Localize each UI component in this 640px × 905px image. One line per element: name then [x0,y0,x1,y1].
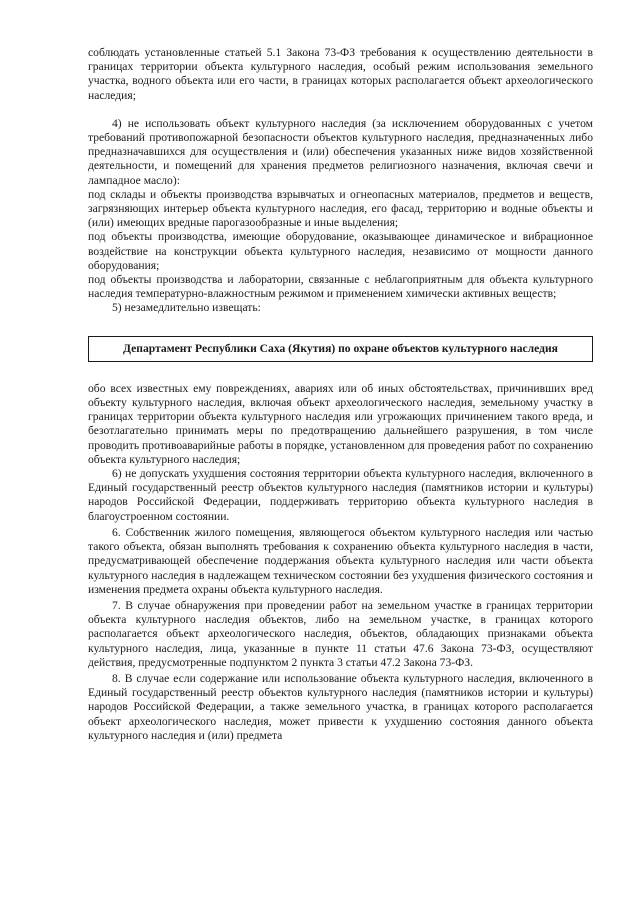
department-box: Департамент Республики Саха (Якутия) по охране объектов культурного наследия [88,336,593,362]
paragraph-special-regime: соблюдать установленные статьей 5.1 Закона 73-ФЗ требования к осуществлению деятельности в границах территории объекта культурного наследия, особый режим использования земельного участка, водного объекта или его части, в границах которых располагается объект археологического наследия; [88,46,593,102]
paragraph-section-7: 7. В случае обнаружения при проведении работ на земельном участке в границах территории объекта культурного наследия объектов, либо на земельном участке, в границах которого располагается объект археологического наследия, объектов, обладающих признаками объекта культурного наследия, лица, указанные в пункте 11 статьи 47.6 Закона 73-ФЗ, осуществляют действия, предусмотренные подпунктом 2 пункта 3 статьи 47.2 Закона 73-ФЗ. [88,598,593,669]
document-page [88,46,593,743]
paragraph-vibration: под объекты производства, имеющие оборудование, оказывающее динамическое и вибрационное воздействие на конструкции объекта культурного наследия, независимо от мощности данного оборудования; [88,230,593,272]
department-box-wrapper [88,336,593,362]
paragraph-section-6: 6. Собственник жилого помещения, являющегося объектом культурного наследия или частью такого объекта, обязан выполнять требования к сохранению объекта культурного наследия в части, предусматривающей обеспечение поддержания объекта культурного наследия или части объекта культурного наследия в надлежащем техническом состоянии без ухудшения физического состояния и изменения предмета охраны объекта культурного наследия. [88,525,593,596]
paragraph-section-8: 8. В случае если содержание или использование объекта культурного наследия, включенного в Единый государственный реестр объектов культурного наследия (памятников истории и культуры) народов Российской Федерации, а также земельного участка, в границах которого располагается объект археологического наследия, может привести к ухудшению состояния данного объекта культурного наследия и (или) предмета [88,671,593,742]
paragraph-item-4: 4) не использовать объект культурного наследия (за исключением оборудованных с учетом требований противопожарной безопасности объектов культурного наследия, предназначенных либо предназначавшихся для осуществления и (или) обеспечения указанных ниже видов хозяйственной деятельности, и помещений для хранения предметов религиозного назначения, включая свечи и лампадное масло): [88,116,593,187]
paragraph-laboratories: под объекты производства и лаборатории, связанные с неблагоприятным для объекта культурного наследия температурно-влажностным режимом и применением химически активных веществ; [88,273,593,301]
paragraph-item-6: 6) не допускать ухудшения состояния территории объекта культурного наследия, включенного в Единый государственный реестр объектов культурного наследия (памятников истории и культуры) народов Российской Федерации, поддерживать территорию объекта культурного наследия в благоустроенном состоянии. [88,467,593,523]
paragraph-damage-notice: обо всех известных ему повреждениях, авариях или об иных обстоятельствах, причинивших вред объекту культурного наследия, включая объект археологического наследия, земельному участку в границах территории объекта культурного наследия или угрожающих причинением такого вреда, и безотлагательно принимать меры по предотвращению дальнейшего разрушения, в том числе проводить противоаварийные работы в порядке, установленном для проведения работ по сохранению объекта культурного наследия; [88,381,593,466]
paragraph-item-5: 5) незамедлительно извещать: [112,301,261,315]
paragraph-warehouses: под склады и объекты производства взрывчатых и огнеопасных материалов, предметов и веществ, загрязняющих интерьер объекта культурного наследия, его фасад, территорию и водные объекты и (или) имеющих вредные парогазообразные и иные выделения; [88,187,593,230]
